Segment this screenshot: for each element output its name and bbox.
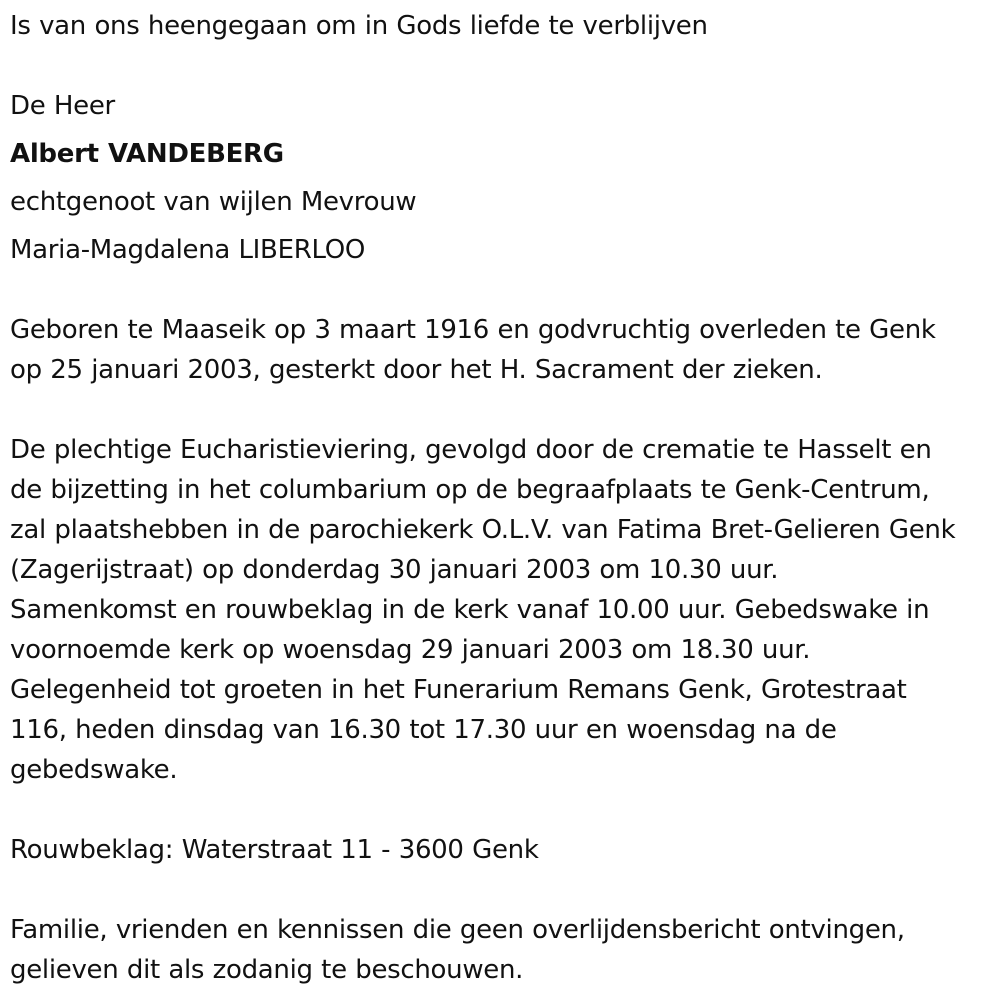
paragraph-line: 116, heden dinsdag van 16.30 tot 17.30 uur en woensdag na de — [10, 715, 837, 745]
paragraph-line: Gelegenheid tot groeten in het Funerarium Remans Genk, Grotestraat — [10, 675, 907, 705]
deceased-name: Albert VANDEBERG — [10, 139, 284, 169]
paragraph-line: voornoemde kerk op woensdag 29 januari 2003 om 18.30 uur. — [10, 635, 811, 665]
spouse-name: Maria-Magdalena LIBERLOO — [10, 235, 366, 265]
paragraph-line: op 25 januari 2003, gesterkt door het H. Sacrament der zieken. — [10, 355, 823, 385]
paragraph-line: Geboren te Maaseik op 3 maart 1916 en godvruchtig overleden te Genk — [10, 315, 936, 345]
paragraph-line: de bijzetting in het columbarium op de begraafplaats te Genk-Centrum, — [10, 475, 930, 505]
birth-death-paragraph — [10, 310, 995, 390]
spouse-prefix: echtgenoot van wijlen Mevrouw — [10, 187, 417, 217]
paragraph-line: gebedswake. — [10, 755, 178, 785]
paragraph-line: De plechtige Eucharistieviering, gevolgd door de crematie te Hasselt en — [10, 435, 932, 465]
salutation: De Heer — [10, 91, 115, 121]
ceremony-paragraph — [10, 430, 995, 790]
paragraph-line: Familie, vrienden en kennissen die geen overlijdensbericht ontvingen, — [10, 915, 905, 945]
paragraph-line: Samenkomst en rouwbeklag in de kerk vanaf 10.00 uur. Gebedswake in — [10, 595, 930, 625]
paragraph-line: gelieven dit als zodanig te beschouwen. — [10, 955, 524, 985]
condolence-address: Rouwbeklag: Waterstraat 11 - 3600 Genk — [10, 835, 539, 865]
intro-text: Is van ons heengegaan om in Gods liefde te verblijven — [10, 11, 708, 41]
paragraph-line: zal plaatshebben in de parochiekerk O.L.V. van Fatima Bret-Gelieren Genk — [10, 515, 956, 545]
paragraph-line: (Zagerijstraat) op donderdag 30 januari 2003 om 10.30 uur. — [10, 555, 779, 585]
closing-paragraph — [10, 910, 995, 990]
